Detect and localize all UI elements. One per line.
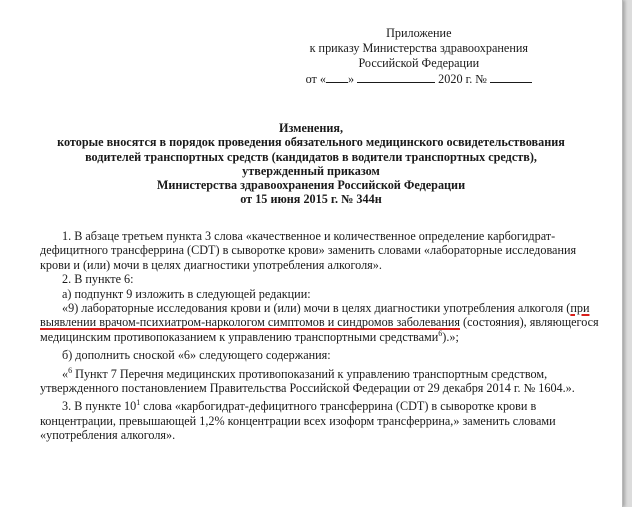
paragraph-7-start: 3. В пункте 10 xyxy=(62,399,137,414)
paragraph-4 xyxy=(40,301,605,344)
footnote-mark-6: 6 xyxy=(438,328,443,338)
highlighted-phrase: при выявлении врачом-психиатром-наркологом симптомов и синдромов заболевания xyxy=(40,301,590,330)
date-prefix: от « xyxy=(305,72,326,86)
paragraph-6-text: Пункт 7 Перечня медицинских противопоказаний к управлению транспортным средством, утвержденного постановлением Правительства Российской Федерации от 29 декабря 2014 г. № 1604.». xyxy=(40,366,575,396)
paragraph-7-text: слова «карбогидрат-дефицитного трансферрина (CDT) в сыворотке крови в концентрации, превышающей 1,2% концентрации всех изоформ трансферрина,» заменить словами «употребления алкоголя». xyxy=(40,399,556,443)
title-line-3: водителей транспортных средств (кандидатов в водители транспортных средств), xyxy=(85,149,537,164)
number-blank xyxy=(490,71,532,83)
year-number: 2020 г. № xyxy=(438,72,487,86)
paragraph-7 xyxy=(40,399,605,442)
superscript-1: 1 xyxy=(136,398,141,408)
paragraph-6 xyxy=(40,367,605,396)
paragraph-2: 2. В пункте 6: xyxy=(62,272,134,287)
paragraph-5: б) дополнить сноской «6» следующего содержания: xyxy=(62,348,331,363)
order-reference: к приказу Министерства здравоохранения xyxy=(309,41,528,55)
month-blank xyxy=(357,71,435,83)
paragraph-1: 1. В абзаце третьем пункта 3 слова «качественное и количественное определение карбогидрат-дефицитного трансферрина (CDT) в сыворотке крови» заменить словами «лабораторные исследования крови и (или) мочи в целях диагностики употребления алкоголя». xyxy=(40,229,577,272)
document-title xyxy=(20,121,602,207)
paragraph-4-end: ).»; xyxy=(442,329,459,344)
paragraph-4-middle: (состояния), являющегося медицинским противопоказанием к управлению транспортными средствами xyxy=(40,315,599,344)
paragraph-4-start: «9) лабораторные исследования крови и (или) мочи в целях диагностики употребления алкоголя ( xyxy=(62,301,571,316)
ministry-country: Российской Федерации xyxy=(358,56,480,70)
appendix-label: Приложение xyxy=(386,26,452,40)
footnote-label-6: 6 xyxy=(68,365,73,375)
appendix-header xyxy=(306,26,532,87)
title-line-1: Изменения, xyxy=(278,121,344,135)
title-line-5: Министерства здравоохранения Российской Федерации xyxy=(156,178,466,193)
title-line-4: утвержденный приказом xyxy=(242,163,380,178)
paragraph-6-quote: « xyxy=(62,366,69,381)
order-date-line xyxy=(306,71,532,87)
title-line-2: которые вносятся в порядок проведения обязательного медицинского освидетельствования xyxy=(57,135,565,150)
paragraph-3: а) подпункт 9 изложить в следующей редакции: xyxy=(62,286,311,301)
date-mid: » xyxy=(347,72,355,86)
title-line-6: от 15 июня 2015 г. № 344н xyxy=(240,192,382,207)
day-blank xyxy=(326,71,348,83)
document-body xyxy=(40,229,605,443)
